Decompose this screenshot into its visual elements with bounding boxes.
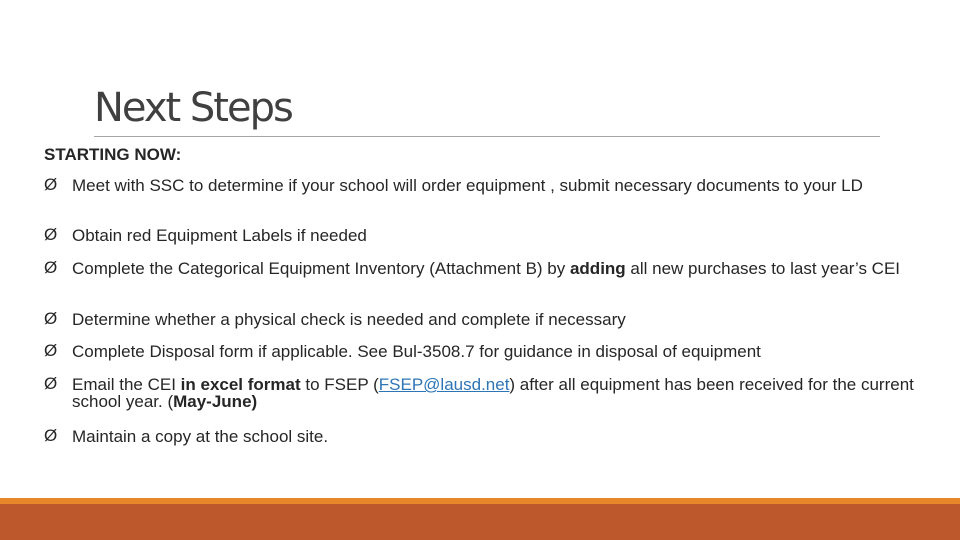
footer-bar <box>0 504 960 540</box>
list-item-text: Determine whether a physical check is needed and complete if necessary <box>72 310 626 329</box>
list-item-text: Meet with SSC to determine if your school will order equipment , submit necessary documents to your LD <box>72 176 863 195</box>
list-item-text: Obtain red Equipment Labels if needed <box>72 226 367 245</box>
list-item-text: Complete Disposal form if applicable. See Bul-3508.7 for guidance in disposal of equipment <box>72 342 761 361</box>
title-divider <box>94 136 880 137</box>
starting-now-heading: STARTING NOW: <box>44 145 182 164</box>
arrow-bullet-icon: Ø <box>44 175 58 194</box>
arrow-bullet-icon: Ø <box>44 225 58 244</box>
fsep-email-link[interactable]: FSEP@lausd.net <box>378 375 510 394</box>
arrow-bullet-icon: Ø <box>44 341 58 360</box>
slide-body <box>44 144 924 446</box>
list-item-text: Email the CEI in excel format to FSEP (FSEP@lausd.net) after all equipment has been received for the current school year. (May-June) <box>72 375 914 411</box>
arrow-bullet-icon: Ø <box>44 426 58 445</box>
list-item-text: Maintain a copy at the school site. <box>72 427 329 446</box>
slide-title: Next Steps <box>94 85 292 131</box>
arrow-bullet-icon: Ø <box>44 258 58 277</box>
arrow-bullet-icon: Ø <box>44 309 58 328</box>
list-item-text: Complete the Categorical Equipment Inventory (Attachment B) by adding all new purchases to last year’s CEI <box>72 259 901 278</box>
arrow-bullet-icon: Ø <box>44 374 58 393</box>
